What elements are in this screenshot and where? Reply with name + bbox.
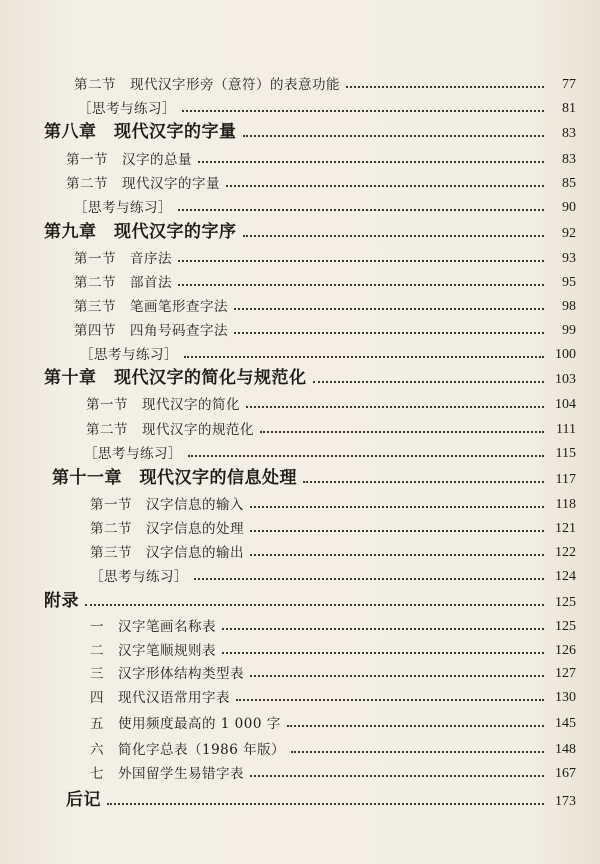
dot-leader: [178, 260, 544, 262]
toc-page-number: 148: [555, 742, 576, 757]
toc-page-number: 85: [562, 176, 576, 191]
toc-entry-title: 第三节 汉字信息的输出: [90, 545, 244, 561]
toc-page-number: 145: [555, 716, 576, 731]
toc-exercise-entry: [90, 561, 576, 585]
toc-section-entry: [90, 537, 576, 561]
toc-entry-title: 第三节 笔画笔形查字法: [74, 299, 228, 315]
toc-chapter-entry: [44, 118, 576, 142]
toc-page-number: 122: [555, 545, 576, 560]
toc-page-number: 83: [562, 152, 576, 167]
toc-entry-title: 第十章 现代汉字的简化与规范化: [44, 368, 307, 388]
toc-entry-title: 七 外国留学生易错字表: [90, 766, 244, 782]
dot-leader: [260, 431, 544, 433]
dot-leader: [222, 628, 544, 630]
toc-entry-title: ［思考与练习］: [90, 569, 188, 585]
toc-entry-title: 第九章 现代汉字的字序: [44, 222, 237, 242]
toc-appendix-entry: [90, 758, 576, 782]
dot-leader: [178, 209, 544, 211]
dot-leader: [250, 554, 544, 556]
toc-entry-title: 第二节 汉字信息的处理: [90, 521, 244, 537]
toc-section-entry: [66, 144, 576, 168]
toc-section-entry: [74, 291, 576, 315]
dot-leader: [346, 86, 544, 88]
toc-entry-title: 第二节 现代汉字形旁（意符）的表意功能: [74, 77, 340, 93]
dot-leader: [250, 530, 544, 532]
toc-page-number: 125: [555, 595, 576, 610]
toc-entry-title: ［思考与练习］: [80, 347, 178, 363]
toc-entry-title: 六 简化字总表（1986 年版）: [90, 742, 286, 758]
dot-leader: [182, 110, 544, 112]
toc-appendix-entry: [90, 682, 576, 706]
dot-leader: [246, 406, 544, 408]
toc-entry-title: 一 汉字笔画名称表: [90, 619, 216, 635]
toc-appendix-entry: [90, 658, 576, 682]
toc-page-number: 173: [555, 794, 576, 809]
dot-leader: [188, 455, 544, 457]
toc-page-number: 111: [556, 422, 576, 437]
dot-leader: [250, 675, 544, 677]
toc-entry-title: 第八章 现代汉字的字量: [44, 122, 237, 142]
dot-leader: [194, 578, 544, 580]
toc-page-number: 126: [555, 643, 576, 658]
dot-leader: [250, 506, 544, 508]
toc-entry-title: 第一节 现代汉字的简化: [86, 397, 240, 413]
toc-page-number: 100: [555, 347, 576, 362]
toc-entry-title: 第二节 部首法: [74, 275, 172, 291]
toc-page-number: 118: [555, 497, 576, 512]
toc-section-entry: [90, 513, 576, 537]
dot-leader: [226, 185, 544, 187]
toc-page-number: 167: [555, 766, 576, 781]
dot-leader: [250, 775, 544, 777]
toc-entry-title: 四 现代汉语常用字表: [90, 690, 230, 706]
toc-page-number: 81: [562, 101, 576, 116]
toc-exercise-entry: [78, 93, 576, 117]
dot-leader: [313, 381, 545, 383]
toc-chapter-entry: [44, 364, 576, 388]
toc-entry-title: 第一节 汉字信息的输入: [90, 497, 244, 513]
toc-page-number: 130: [555, 690, 576, 705]
toc-page-number: 83: [562, 126, 576, 141]
toc-chapter-entry: [44, 218, 576, 242]
dot-leader: [287, 725, 544, 727]
toc-page-number: 98: [562, 299, 576, 314]
toc-section-entry: [74, 69, 576, 93]
toc-chapter-entry: [66, 786, 576, 810]
toc-section-entry: [66, 168, 576, 192]
toc-entry-title: ［思考与练习］: [84, 446, 182, 462]
dot-leader: [85, 604, 544, 606]
toc-exercise-entry: [74, 192, 576, 216]
toc-entry-title: 第十一章 现代汉字的信息处理: [52, 468, 297, 488]
toc-section-entry: [90, 489, 576, 513]
dot-leader: [234, 308, 544, 310]
dot-leader: [107, 803, 544, 805]
toc-page-number: 99: [562, 323, 576, 338]
toc-entry-title: 第四节 四角号码查字法: [74, 323, 228, 339]
toc-page-number: 127: [555, 666, 576, 681]
toc-entry-title: 二 汉字笔顺规则表: [90, 643, 216, 659]
dot-leader: [184, 356, 544, 358]
toc-page-number: 125: [555, 619, 576, 634]
toc-page-number: 115: [555, 446, 576, 461]
toc-page-number: 103: [555, 372, 576, 387]
toc-page-number: 77: [562, 77, 576, 92]
toc-entry-title: 附录: [44, 591, 79, 611]
dot-leader: [303, 481, 544, 483]
toc-exercise-entry: [84, 438, 576, 462]
toc-page-number: 92: [562, 226, 576, 241]
toc-page-number: 95: [562, 275, 576, 290]
toc-exercise-entry: [80, 339, 576, 363]
toc-section-entry: [86, 414, 576, 438]
toc-appendix-entry: [90, 611, 576, 635]
toc-entry-title: 三 汉字形体结构类型表: [90, 666, 244, 682]
toc-page-number: 117: [555, 472, 576, 487]
dot-leader: [198, 161, 544, 163]
toc-appendix-entry: [90, 734, 576, 758]
toc-appendix-entry: [90, 708, 576, 732]
toc-section-entry: [74, 315, 576, 339]
dot-leader: [243, 135, 545, 137]
toc-entry-title: ［思考与练习］: [74, 200, 172, 216]
toc-page-number: 90: [562, 200, 576, 215]
toc-page-number: 124: [555, 569, 576, 584]
toc-section-entry: [86, 389, 576, 413]
dot-leader: [236, 699, 544, 701]
toc-entry-title: 后记: [66, 790, 101, 810]
toc-appendix-entry: [90, 635, 576, 659]
dot-leader: [222, 652, 544, 654]
dot-leader: [243, 235, 545, 237]
toc-section-entry: [74, 267, 576, 291]
toc-page-number: 104: [555, 397, 576, 412]
toc-entry-title: 第二节 现代汉字的字量: [66, 176, 220, 192]
toc-entry-title: 五 使用频度最高的 1 000 字: [90, 716, 281, 732]
toc-section-entry: [74, 243, 576, 267]
toc-page-number: 93: [562, 251, 576, 266]
dot-leader: [178, 284, 544, 286]
toc-entry-title: ［思考与练习］: [78, 101, 176, 117]
toc-chapter-entry: [44, 587, 576, 611]
toc-chapter-entry: [52, 464, 576, 488]
toc-entry-title: 第一节 音序法: [74, 251, 172, 267]
dot-leader: [234, 332, 544, 334]
toc-entry-title: 第一节 汉字的总量: [66, 152, 192, 168]
toc-entry-title: 第二节 现代汉字的规范化: [86, 422, 254, 438]
dot-leader: [291, 751, 544, 753]
toc-page-number: 121: [555, 521, 576, 536]
